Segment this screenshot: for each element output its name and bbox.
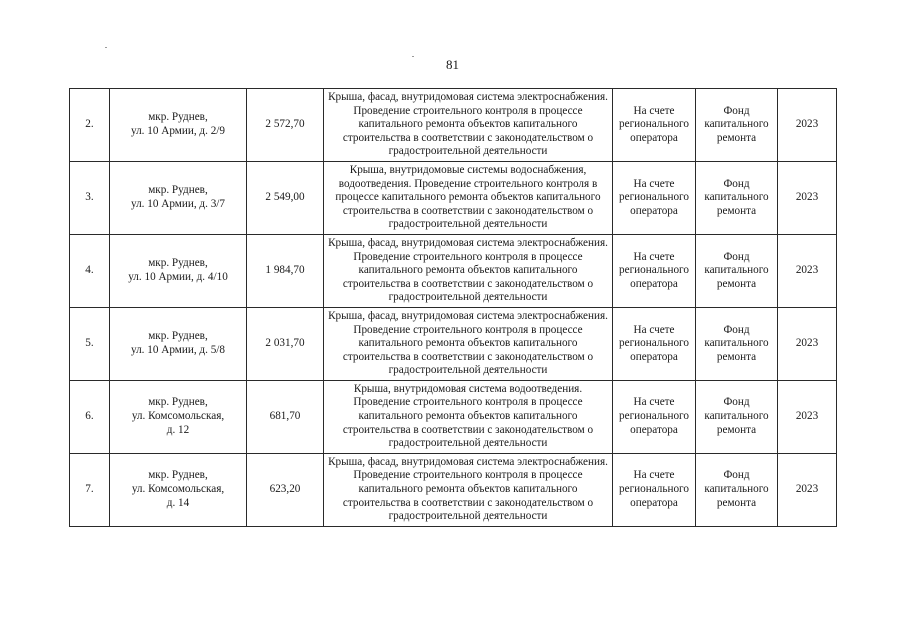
funding-source: Фонд капитального ремонта xyxy=(696,161,778,234)
repair-year: 2023 xyxy=(778,161,837,234)
row-number: 4. xyxy=(70,234,110,307)
address-cell xyxy=(110,161,247,234)
table-body xyxy=(70,89,837,527)
area-value: 2 572,70 xyxy=(247,89,324,162)
address-cell xyxy=(110,307,247,380)
area-value: 623,20 xyxy=(247,453,324,526)
address-cell xyxy=(110,234,247,307)
works-description: Крыша, фасад, внутридомовая система электроснабжения. Проведение строительного контроля в процессе капитального ремонта объектов капитального строительства в соответствии с законодательством о градостроительной деятельности xyxy=(324,234,613,307)
account-type: На счете регионального оператора xyxy=(613,234,696,307)
address-line: ул. 10 Армии, д. 4/10 xyxy=(128,270,228,283)
address-line: ул. Комсомольская, xyxy=(131,483,225,496)
works-description: Крыша, фасад, внутридомовая система электроснабжения. Проведение строительного контроля в процессе капитального ремонта объектов капитального строительства в соответствии с законодательством о градостроительной деятельности xyxy=(324,89,613,162)
row-number: 3. xyxy=(70,161,110,234)
address-line: д. 12 xyxy=(166,423,190,436)
address-line: ул. 10 Армии, д. 5/8 xyxy=(131,343,225,356)
funding-source: Фонд капитального ремонта xyxy=(696,380,778,453)
account-type: На счете регионального оператора xyxy=(613,89,696,162)
row-number: 7. xyxy=(70,453,110,526)
address-line: мкр. Руднев, xyxy=(148,396,208,409)
account-type: На счете регионального оператора xyxy=(613,453,696,526)
address-line: мкр. Руднев, xyxy=(148,469,208,482)
address-cell xyxy=(110,453,247,526)
repair-year: 2023 xyxy=(778,453,837,526)
table-row xyxy=(70,453,837,526)
repair-year: 2023 xyxy=(778,380,837,453)
repair-year: 2023 xyxy=(778,89,837,162)
area-value: 2 549,00 xyxy=(247,161,324,234)
account-type: На счете регионального оператора xyxy=(613,307,696,380)
page-number: 81 xyxy=(446,57,459,72)
table-row xyxy=(70,89,837,162)
area-value: 2 031,70 xyxy=(247,307,324,380)
funding-source: Фонд капитального ремонта xyxy=(696,234,778,307)
address-line: ул. Комсомольская, xyxy=(131,410,225,423)
address-cell xyxy=(110,89,247,162)
table-row xyxy=(70,380,837,453)
address-line: мкр. Руднев, xyxy=(148,330,208,343)
repair-year: 2023 xyxy=(778,307,837,380)
works-description: Крыша, внутридомовые системы водоснабжения, водоотведения. Проведение строительного контроля в процессе капитального ремонта объектов капитального строительства в соответствии с законодательством о градостроительной деятельности xyxy=(324,161,613,234)
works-description: Крыша, внутридомовая система водоотведения. Проведение строительного контроля в процессе капитального ремонта объектов капитального строительства в соответствии с законодательством о градостроительной деятельности xyxy=(324,380,613,453)
address-line: мкр. Руднев, xyxy=(148,184,208,197)
works-description: Крыша, фасад, внутридомовая система электроснабжения. Проведение строительного контроля в процессе капитального ремонта объектов капитального строительства в соответствии с законодательством о градостроительной деятельности xyxy=(324,453,613,526)
table-row xyxy=(70,161,837,234)
repair-year: 2023 xyxy=(778,234,837,307)
address-cell xyxy=(110,380,247,453)
address-line: ул. 10 Армии, д. 2/9 xyxy=(131,124,225,137)
table-row xyxy=(70,234,837,307)
row-number: 2. xyxy=(70,89,110,162)
row-number: 6. xyxy=(70,380,110,453)
account-type: На счете регионального оператора xyxy=(613,380,696,453)
works-description: Крыша, фасад, внутридомовая система электроснабжения. Проведение строительного контроля в процессе капитального ремонта объектов капитального строительства в соответствии с законодательством о градостроительной деятельности xyxy=(324,307,613,380)
address-line: мкр. Руднев, xyxy=(148,257,208,270)
address-line: ул. 10 Армии, д. 3/7 xyxy=(131,197,225,210)
funding-source: Фонд капитального ремонта xyxy=(696,453,778,526)
funding-source: Фонд капитального ремонта xyxy=(696,307,778,380)
repair-schedule-table xyxy=(69,88,837,527)
account-type: На счете регионального оператора xyxy=(613,161,696,234)
funding-source: Фонд капитального ремонта xyxy=(696,89,778,162)
area-value: 1 984,70 xyxy=(247,234,324,307)
scan-speck xyxy=(105,47,107,48)
table-row xyxy=(70,307,837,380)
row-number: 5. xyxy=(70,307,110,380)
area-value: 681,70 xyxy=(247,380,324,453)
address-line: д. 14 xyxy=(166,496,190,509)
address-line: мкр. Руднев, xyxy=(148,111,208,124)
